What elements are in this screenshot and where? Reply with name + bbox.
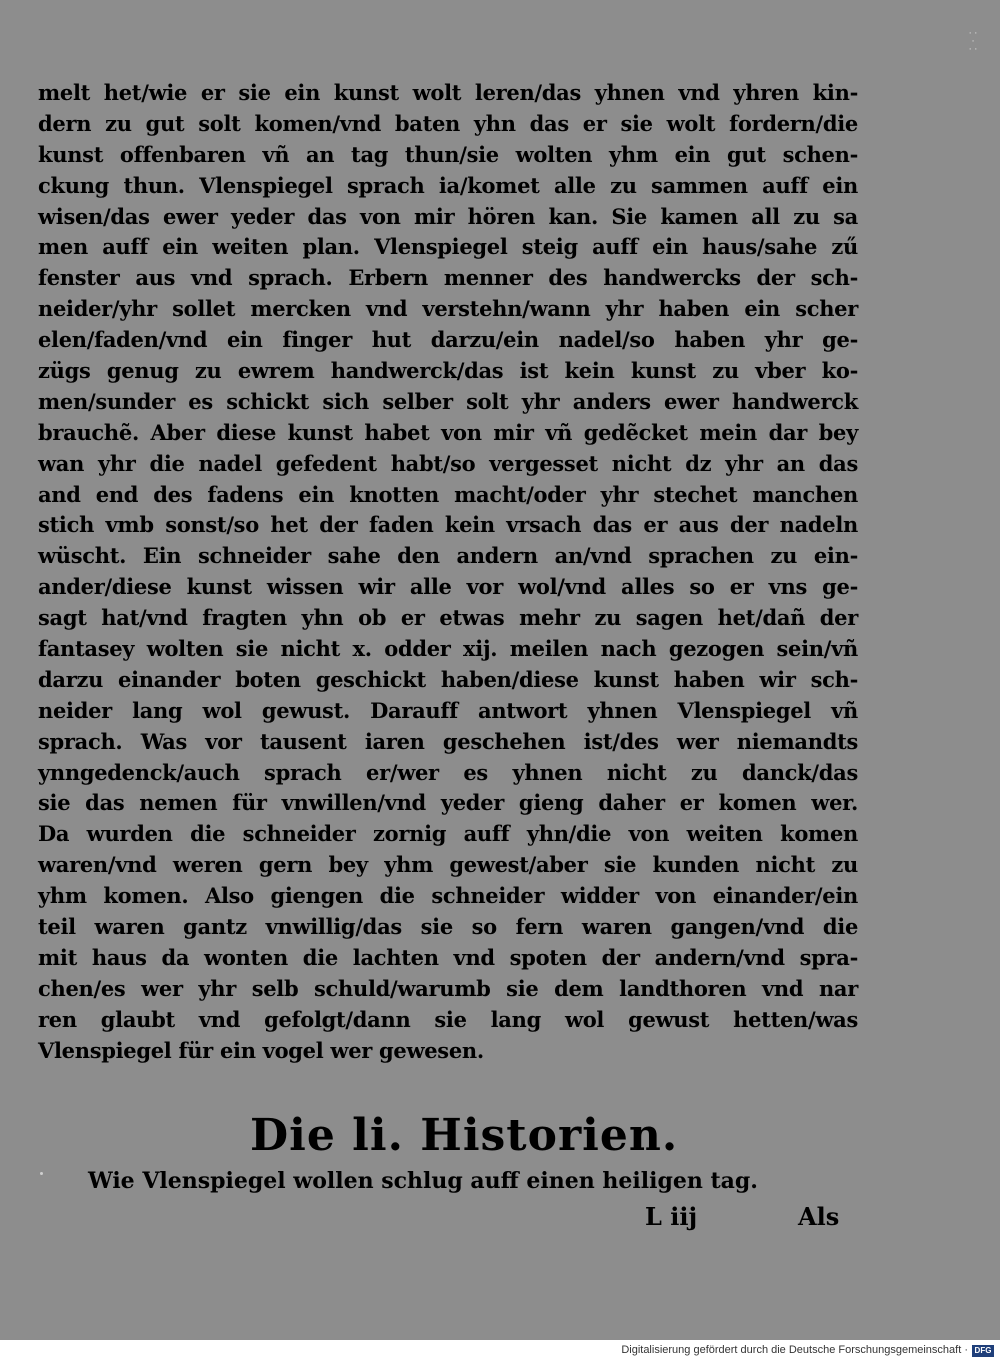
text-line: men/sunder es schickt sich selber solt yhr anders ewer handwerck [38,388,858,414]
text-line: yhm komen. Also giengen die schneider widder von einander/ein [38,883,858,909]
text-line: mit haus da wonten die lachten vnd spoten der andern/vnd spra- [38,944,858,970]
text-line: neider lang wol gewust. Darauff antwort yhnen Vlenspiegel vñ [38,697,858,723]
text-line: wisen/das ewer yeder das von mir hören kan. Sie kamen all zu sa [38,203,858,229]
body-text [38,78,858,1067]
text-line: darzu einander boten geschickt haben/diese kunst haben wir sch- [38,666,858,692]
signature-mark: L iij [645,1202,698,1231]
text-line: stich vmb sonst/so het der faden kein vrsach das er aus der nadeln [38,512,858,538]
text-line: Vlenspiegel für ein vogel wer gewesen. [38,1037,484,1063]
text-line: sprach. Was vor tausent iaren geschehen ist/des wer niemandts [38,728,858,754]
text-line: sie das nemen für vnwillen/vnd yeder gieng daher er komen wer. [38,790,858,816]
chapter-subheading: Wie Vlenspiegel wollen schlug auff einen heiligen tag. [88,1168,758,1194]
text-line: wüscht. Ein schneider sahe den andern an/vnd sprachen zu ein- [38,543,858,569]
text-line: chen/es wer yhr selb schuld/warumb sie dem landthoren vnd nar [38,975,858,1001]
text-line: dern zu gut solt komen/vnd baten yhn das er sie wolt fordern/die [38,110,858,136]
funding-credit: Digitalisierung gefördert durch die Deutsche Forschungsgemeinschaft · [621,1344,968,1356]
text-line: wan yhr die nadel gefedent habt/so vergesset nicht dz yhr an das [38,450,858,476]
text-line: fenster aus vnd sprach. Erbern menner des handwercks der sch- [38,265,858,291]
text-line: ren glaubt vnd gefolgt/dann sie lang wol gewust hetten/was [38,1006,858,1032]
text-line: elen/faden/vnd ein finger hut darzu/ein nadel/so haben yhr ge- [38,327,858,353]
dfg-logo-icon: DFG [972,1345,994,1357]
text-line: sagt hat/vnd fragten yhn ob er etwas mehr zu sagen het/dañ der [38,605,858,631]
text-line: melt het/wie er sie ein kunst wolt leren/das yhnen vnd yhren kin- [38,80,858,105]
text-line: waren/vnd weren gern bey yhm gewest/aber sie kunden nicht zu [38,852,858,878]
text-line: fantasey wolten sie nicht x. odder xij. meilen nach gezogen sein/vñ [38,636,858,662]
text-line: ckung thun. Vlenspiegel sprach ia/komet alle zu sammen auff ein [38,172,858,198]
catchword: Als [798,1202,840,1231]
text-line: brauchẽ. Aber diese kunst habet von mir vñ gedẽcket mein dar bey [38,419,858,445]
page-speck [40,1172,43,1175]
chapter-heading: Die li. Historien. [250,1110,679,1161]
text-line: ander/diese kunst wissen wir alle vor wol/vnd alles so er vns ge- [38,574,858,600]
text-line: neider/yhr sollet mercken vnd verstehn/wann yhr haben ein scher [38,296,858,322]
text-line: kunst offenbaren vñ an tag thun/sie wolten yhm ein gut schen- [38,141,858,167]
text-line: ynngedenck/auch sprach er/wer es yhnen nicht zu danck/das [38,759,858,785]
text-line: and end des fadens ein knotten macht/oder yhr stechet manchen [38,481,858,507]
footer-bar [0,1340,1000,1363]
text-line: zügs genug zu ewrem handwerck/das ist kein kunst zu vber ko- [38,358,858,384]
scan-registration-marks: · · · · · [968,29,978,55]
text-line: men auff ein weiten plan. Vlenspiegel steig auff ein haus/sahe zű [38,234,858,260]
text-line: Da wurden die schneider zornig auff yhn/die von weiten komen [38,821,858,847]
text-line: teil waren gantz vnwillig/das sie so fern waren gangen/vnd die [38,914,858,940]
